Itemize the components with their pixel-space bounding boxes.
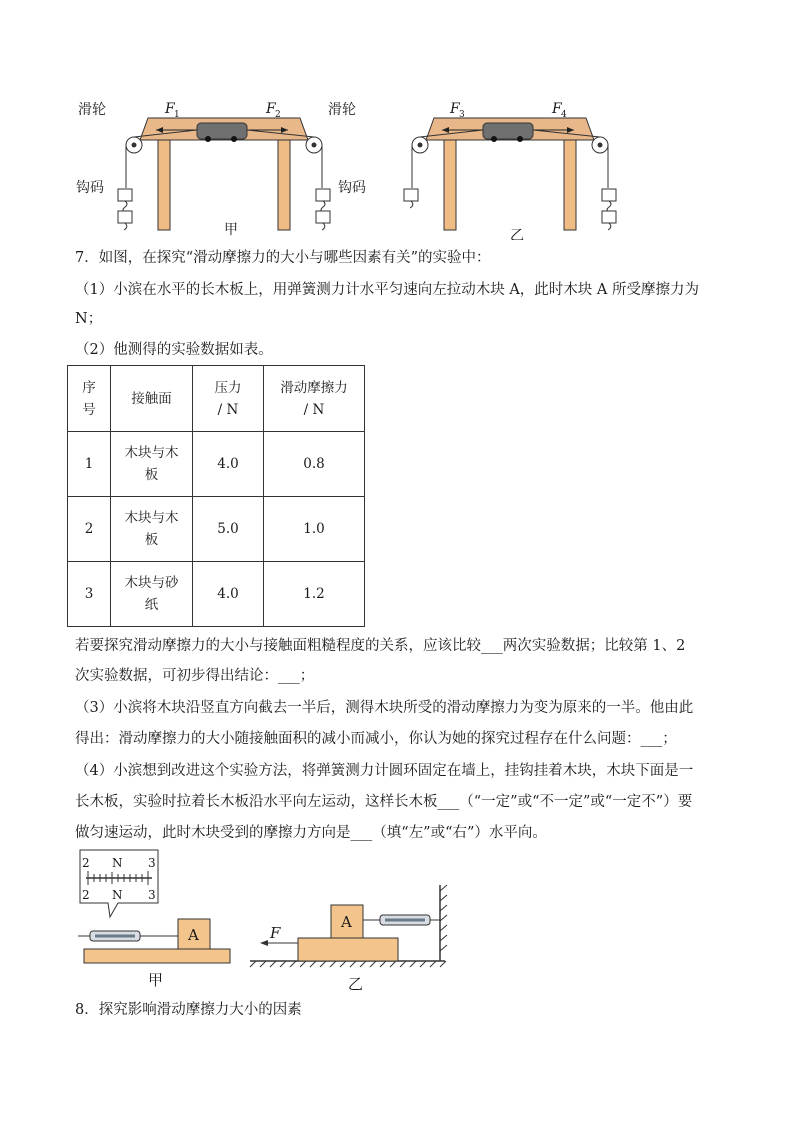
header-surface: 接触面 bbox=[111, 366, 193, 432]
hook-weight-icon bbox=[316, 211, 330, 223]
scale-bottom-right: 3 bbox=[148, 888, 156, 902]
cell-pressure: 5.0 bbox=[193, 497, 264, 562]
data-table bbox=[67, 365, 365, 627]
table-row bbox=[68, 562, 365, 627]
label-f4-sub: 4 bbox=[561, 110, 567, 120]
scale-top-mid: N bbox=[112, 856, 123, 870]
cell-no: 2 bbox=[68, 497, 111, 562]
label-f3-sub: 3 bbox=[459, 110, 465, 120]
setup-yi bbox=[404, 118, 616, 230]
hook-weight-icon bbox=[602, 189, 616, 201]
scale-top-left: 2 bbox=[82, 856, 90, 870]
label-f2-sub: 2 bbox=[275, 110, 281, 120]
label-force: F bbox=[270, 924, 281, 942]
table-header-row bbox=[68, 366, 365, 432]
question7-after-table-line1: 若要探究滑动摩擦力的大小与接触面粗糙程度的关系，应该比较___两次实验数据；比较第 1、2 bbox=[75, 638, 686, 654]
cell-pressure: 4.0 bbox=[193, 432, 264, 497]
setup-jia bbox=[118, 118, 330, 230]
top-figure bbox=[70, 88, 650, 240]
question7-title: 7．如图，在探究“滑动摩擦力的大小与哪些因素有关”的实验中： bbox=[75, 250, 491, 266]
question7-part1-line1: （1）小滨在水平的长木板上，用弹簧测力计水平匀速向左拉动木块 A，此时木块 A 所受摩擦力为 bbox=[75, 282, 699, 298]
arrow-head bbox=[260, 940, 268, 946]
label-jia-bottom: 甲 bbox=[148, 971, 164, 989]
block-a-label-left: A bbox=[188, 926, 199, 944]
cell-friction: 0.8 bbox=[264, 432, 365, 497]
question7-after-table-line2: 次实验数据，可初步得出结论：___； bbox=[75, 668, 315, 684]
table-leg-left bbox=[158, 140, 170, 230]
cell-friction: 1.0 bbox=[264, 497, 365, 562]
question8-title: 8．探究影响滑动摩擦力大小的因素 bbox=[75, 1002, 302, 1018]
question7-part4-line3: 做匀速运动，此时木块受到的摩擦力方向是___（填“左”或“右”）水平向。 bbox=[75, 825, 547, 841]
header-no: 序 号 bbox=[68, 366, 111, 432]
question7-part3-line2: 得出：滑动摩擦力的大小随接触面积的减小而减小，你认为她的探究过程存在什么问题：___； bbox=[75, 731, 677, 747]
pulley-axle bbox=[312, 143, 317, 148]
hook-weight-icon bbox=[404, 189, 418, 201]
label-f1-sub: 1 bbox=[174, 110, 180, 120]
label-pulley-right: 滑轮 bbox=[328, 102, 356, 118]
label-f2: F bbox=[266, 101, 276, 117]
label-weight-left: 钩码 bbox=[76, 180, 104, 196]
cell-surface: 木块与木 板 bbox=[111, 497, 193, 562]
question7-part4-line2: 长木板，实验时拉着长木板沿水平向左运动，这样长木板___（“一定”或“不一定”或“一定不”）要 bbox=[75, 794, 693, 810]
block bbox=[483, 123, 533, 139]
label-yi: 乙 bbox=[510, 228, 524, 240]
cell-surface: 木块与砂 纸 bbox=[111, 562, 193, 627]
cell-surface: 木块与木 板 bbox=[111, 432, 193, 497]
label-jia: 甲 bbox=[224, 222, 238, 238]
table-leg-left bbox=[444, 140, 456, 230]
table-row bbox=[68, 497, 365, 562]
cell-no: 1 bbox=[68, 432, 111, 497]
question7-part2: （2）他测得的实验数据如表。 bbox=[75, 342, 273, 358]
block-a-label-right: A bbox=[341, 913, 352, 931]
scale-bottom-left: 2 bbox=[82, 888, 90, 902]
label-f4: F bbox=[552, 101, 562, 117]
label-f1: F bbox=[165, 101, 175, 117]
header-friction: 滑动摩擦力 / N bbox=[264, 366, 365, 432]
label-pulley-left: 滑轮 bbox=[78, 102, 106, 118]
cell-pressure: 4.0 bbox=[193, 562, 264, 627]
wheel bbox=[231, 136, 237, 142]
header-pressure: 压力 / N bbox=[193, 366, 264, 432]
block bbox=[197, 123, 247, 139]
wheel bbox=[205, 136, 211, 142]
table-leg-right bbox=[278, 140, 290, 230]
wheel bbox=[491, 136, 497, 142]
question7-part1-line2: N； bbox=[75, 311, 103, 327]
table-leg-right bbox=[564, 140, 576, 230]
long-board bbox=[298, 938, 398, 961]
pulley-axle bbox=[598, 143, 603, 148]
pulley-axle bbox=[418, 143, 423, 148]
table-row bbox=[68, 432, 365, 497]
wheel bbox=[517, 136, 523, 142]
hook-weight-icon bbox=[118, 211, 132, 223]
label-f3: F bbox=[450, 101, 460, 117]
hook-weight-icon bbox=[118, 189, 132, 201]
question7-part3-line1: （3）小滨将木块沿竖直方向截去一半后，测得木块所受的滑动摩擦力为变为原来的一半。他由此 bbox=[75, 700, 694, 716]
hook-weight-icon bbox=[316, 189, 330, 201]
cell-friction: 1.2 bbox=[264, 562, 365, 627]
bottom-figure bbox=[70, 845, 470, 995]
cell-no: 3 bbox=[68, 562, 111, 627]
label-weight-right: 钩码 bbox=[338, 180, 366, 196]
pulley-axle bbox=[132, 143, 137, 148]
hook-weight-icon bbox=[602, 211, 616, 223]
question7-part4-line1: （4）小滨想到改进这个实验方法，将弹簧测力计圆环固定在墙上，挂钩挂着木块，木块下面是一 bbox=[75, 763, 694, 779]
scale-bottom-mid: N bbox=[112, 888, 123, 902]
board bbox=[84, 949, 230, 963]
scale-top-right: 3 bbox=[148, 856, 156, 870]
label-yi-bottom: 乙 bbox=[348, 975, 364, 993]
